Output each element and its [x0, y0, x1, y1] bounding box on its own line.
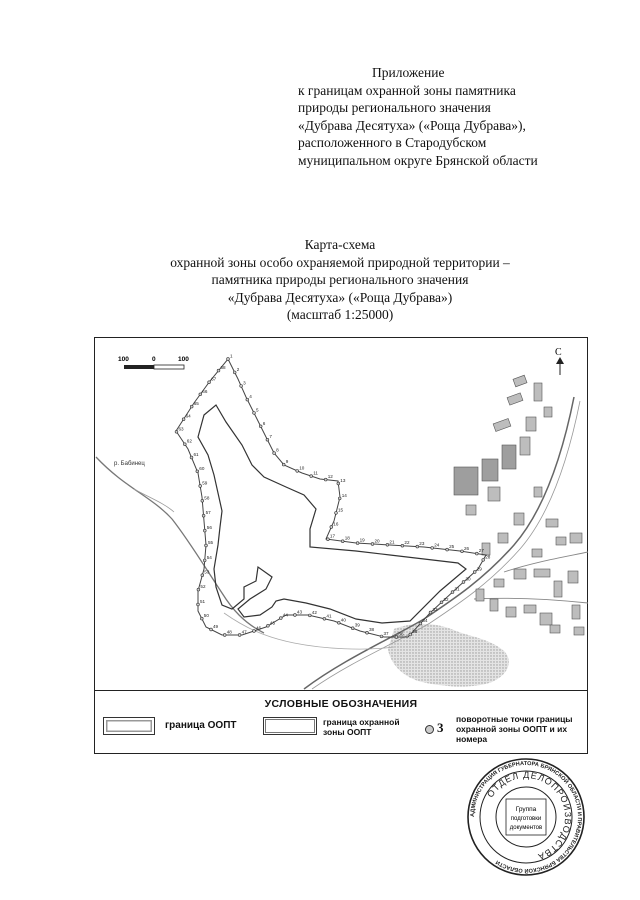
turning-point [196, 470, 199, 473]
turning-point-label: 66 [202, 388, 208, 394]
river-label: р. Бабинец [114, 461, 145, 467]
turning-point-label: 57 [205, 510, 211, 516]
turning-point-label: 68 [220, 365, 226, 371]
turning-point-label: 45 [269, 620, 276, 626]
turning-point [296, 470, 299, 473]
turning-point [203, 559, 206, 562]
map-title: Карта-схема [304, 237, 376, 252]
turning-point-label: 17 [329, 533, 336, 539]
turning-point [227, 358, 230, 361]
turning-point-label: 49 [213, 624, 219, 629]
turning-point-label: 53 [204, 569, 210, 575]
turning-point-label: 34 [422, 618, 428, 623]
turning-point [203, 529, 206, 532]
turning-point-label: 4 [249, 394, 252, 400]
turning-point [461, 550, 464, 553]
turning-point [259, 425, 262, 428]
turning-point-label: 43 [296, 609, 303, 615]
turning-point [341, 540, 344, 543]
turning-point [253, 412, 256, 415]
turning-point-label: 47 [241, 629, 247, 635]
turning-point-label: 14 [341, 492, 347, 498]
turning-point-label: 28 [485, 554, 491, 560]
turning-point [440, 601, 443, 604]
turning-point-label: 32 [443, 596, 449, 602]
map-subtitle-line: охранной зоны особо охраняемой природной территории – [170, 254, 510, 270]
turning-point [183, 443, 186, 446]
turning-point [279, 617, 282, 620]
turning-point [380, 635, 383, 638]
turning-point-label: 18 [344, 535, 350, 541]
turning-point-label: 31 [454, 586, 460, 592]
turning-point [190, 405, 193, 408]
turning-point [266, 438, 269, 441]
appendix-line: расположенного в Стародубском [298, 135, 487, 150]
turning-point-label: 27 [478, 548, 484, 554]
turning-point [223, 634, 226, 637]
map-subtitle-line: памятника природы регионального значения [211, 272, 469, 287]
turning-point [416, 545, 419, 548]
turning-point-label: 41 [326, 613, 332, 619]
turning-point-label: 59 [202, 480, 208, 486]
stamp-outer-text: АДМИНИСТРАЦИЯ ГУБЕРНАТОРА БРЯНСКОЙ ОБЛАСТИ И ПРАВИТЕЛЬСТВА БРЯНСКОЙ ОБЛАСТИ [469, 760, 583, 874]
turning-point [473, 571, 476, 574]
turning-point-label: 37 [383, 630, 389, 636]
turning-point-label: 36 [398, 631, 404, 637]
turning-point [217, 369, 220, 372]
turning-point [282, 463, 285, 466]
turning-point [335, 512, 338, 515]
stamp-inner-line: документов [509, 825, 543, 831]
turning-point [324, 478, 327, 481]
turning-point-label: 38 [369, 627, 375, 633]
turning-point [294, 614, 297, 617]
scale-label-right: 100 [178, 356, 189, 363]
turning-point [330, 526, 333, 529]
map-legend [94, 691, 588, 754]
turning-point-label: 5 [256, 407, 259, 413]
turning-point-label: 29 [476, 566, 482, 572]
turning-point-label: 11 [313, 470, 318, 476]
turning-point [201, 574, 204, 577]
turning-point-label: 52 [200, 584, 206, 590]
turning-point-label: 48 [226, 629, 232, 635]
legend-label-oopt: граница ООПТ [165, 720, 237, 731]
turning-point-label: 1 [230, 353, 233, 359]
turning-point-label: 51 [200, 599, 206, 604]
turning-point [386, 543, 389, 546]
turning-point [327, 538, 330, 541]
turning-point-label: 40 [340, 617, 346, 623]
turning-point-label: 35 [412, 629, 418, 634]
turning-point-label: 39 [354, 622, 360, 628]
turning-point [273, 452, 276, 455]
turning-point [199, 485, 202, 488]
turning-point-label: 3 [243, 380, 246, 386]
map-title-block [120, 236, 560, 324]
appendix-block [298, 64, 628, 169]
turning-point-label: 44 [282, 612, 288, 618]
scale-label-zero: 0 [152, 356, 156, 363]
turning-point [197, 603, 200, 606]
turning-point-label: 33 [432, 607, 438, 612]
turning-point [462, 581, 465, 584]
turning-point [366, 631, 369, 634]
protected-zone-swatch [263, 717, 317, 735]
turning-point-label: 54 [206, 554, 212, 560]
turning-point [238, 634, 241, 637]
turning-point [233, 371, 236, 374]
turning-point-icon [425, 725, 434, 734]
turning-point-label: 42 [311, 609, 317, 615]
turning-point [337, 482, 340, 485]
turning-point [308, 614, 311, 617]
stamp-inner-line: подготовки [510, 816, 542, 822]
turning-point-label: 10 [299, 465, 305, 471]
turning-point [356, 542, 359, 545]
map-subtitle-line: «Дубрава Десятуха» («Роща Дубрава») [227, 289, 453, 305]
turning-point-label: 24 [434, 542, 440, 548]
turning-point [205, 544, 208, 547]
turning-point-label: 62 [186, 438, 192, 444]
turning-point-label: 8 [276, 447, 279, 453]
turning-point-label: 19 [359, 537, 365, 543]
turning-point [431, 547, 434, 550]
map-scale-text: (масштаб 1:25000) [286, 307, 394, 322]
turning-point [182, 418, 185, 421]
turning-point [190, 456, 193, 459]
turning-point-label: 46 [256, 625, 262, 631]
turning-point [419, 622, 422, 625]
turning-point-label: 61 [193, 452, 199, 457]
turning-point [482, 559, 485, 562]
turning-point-label: 15 [338, 507, 344, 513]
turning-point [401, 544, 404, 547]
turning-point-label: 58 [204, 495, 210, 501]
turning-point-label: 30 [465, 576, 471, 582]
scale-label-left: 100 [118, 356, 129, 363]
turning-point-label: 6 [262, 420, 266, 426]
turning-point [253, 630, 256, 633]
stamp-seal-icon [466, 757, 586, 877]
turning-point [446, 548, 449, 551]
stamp-ring-text: ОТДЕЛ ДЕЛОПРОИЗВОДСТВА [485, 769, 574, 863]
turning-point [267, 624, 270, 627]
turning-point [175, 430, 178, 433]
turning-point-label: 50 [203, 613, 209, 619]
turning-point-label: 9 [285, 459, 289, 465]
turning-point-label: 20 [374, 538, 380, 544]
turning-point-label: 56 [206, 525, 212, 531]
map-scheme [94, 337, 588, 691]
turning-point [202, 514, 205, 517]
turning-point-label: 65 [193, 401, 199, 407]
appendix-line: муниципальном округе Брянской области [298, 152, 538, 168]
official-stamp [466, 757, 586, 877]
legend-label-points: поворотные точки границы охранной зоны ООПТ и их номера [456, 714, 573, 744]
legend-title: УСЛОВНЫЕ ОБОЗНАЧЕНИЯ [264, 698, 418, 710]
map-canvas [94, 337, 588, 691]
turning-point-label: 67 [211, 376, 217, 382]
turning-point [240, 385, 243, 388]
turning-point [451, 591, 454, 594]
turning-point [475, 552, 478, 555]
turning-point [208, 381, 211, 384]
scale-bar [118, 356, 189, 369]
turning-point [200, 617, 203, 620]
turning-point-label: 60 [199, 465, 205, 471]
turning-point-label: 64 [185, 413, 191, 419]
turning-point [429, 611, 432, 614]
oopt-boundary-swatch [103, 717, 155, 735]
turning-point-label: 7 [269, 434, 272, 440]
map-frame [95, 338, 588, 691]
turning-point-label: 25 [449, 544, 455, 550]
appendix-heading: Приложение [372, 65, 445, 80]
turning-point-label: 63 [178, 426, 184, 432]
turning-point [395, 636, 398, 639]
appendix-line: «Дубрава Десятуха» («Роща Дубрава»), [298, 117, 526, 133]
turning-point-label: 22 [404, 540, 410, 546]
turning-point-label: 55 [208, 540, 214, 545]
turning-point [199, 393, 202, 396]
turning-point [246, 398, 249, 401]
turning-point [197, 588, 200, 591]
turning-point [351, 627, 354, 630]
turning-point-label: 21 [389, 539, 395, 545]
turning-point-label: 16 [333, 521, 339, 527]
turning-point [210, 628, 213, 631]
turning-point-label: 23 [419, 541, 425, 547]
turning-point [337, 621, 340, 624]
turning-point-label: 13 [340, 478, 346, 483]
north-label: С [555, 347, 562, 358]
turning-point [310, 475, 313, 478]
legend-label-zone: граница охранной зоны ООПТ [323, 717, 400, 737]
turning-point [409, 633, 412, 636]
turning-point-label: 12 [327, 474, 333, 480]
appendix-line: природы регионального значения [298, 100, 491, 115]
turning-point-label: 2 [236, 366, 240, 372]
turning-point [338, 497, 341, 500]
legend-point-example: 3 [437, 720, 444, 735]
turning-point [371, 543, 374, 546]
turning-point-label: 26 [464, 545, 470, 551]
appendix-line: к границам охранной зоны памятника [298, 82, 516, 98]
turning-point [201, 499, 204, 502]
turning-point [323, 617, 326, 620]
stamp-inner-line: Группа [515, 806, 537, 813]
